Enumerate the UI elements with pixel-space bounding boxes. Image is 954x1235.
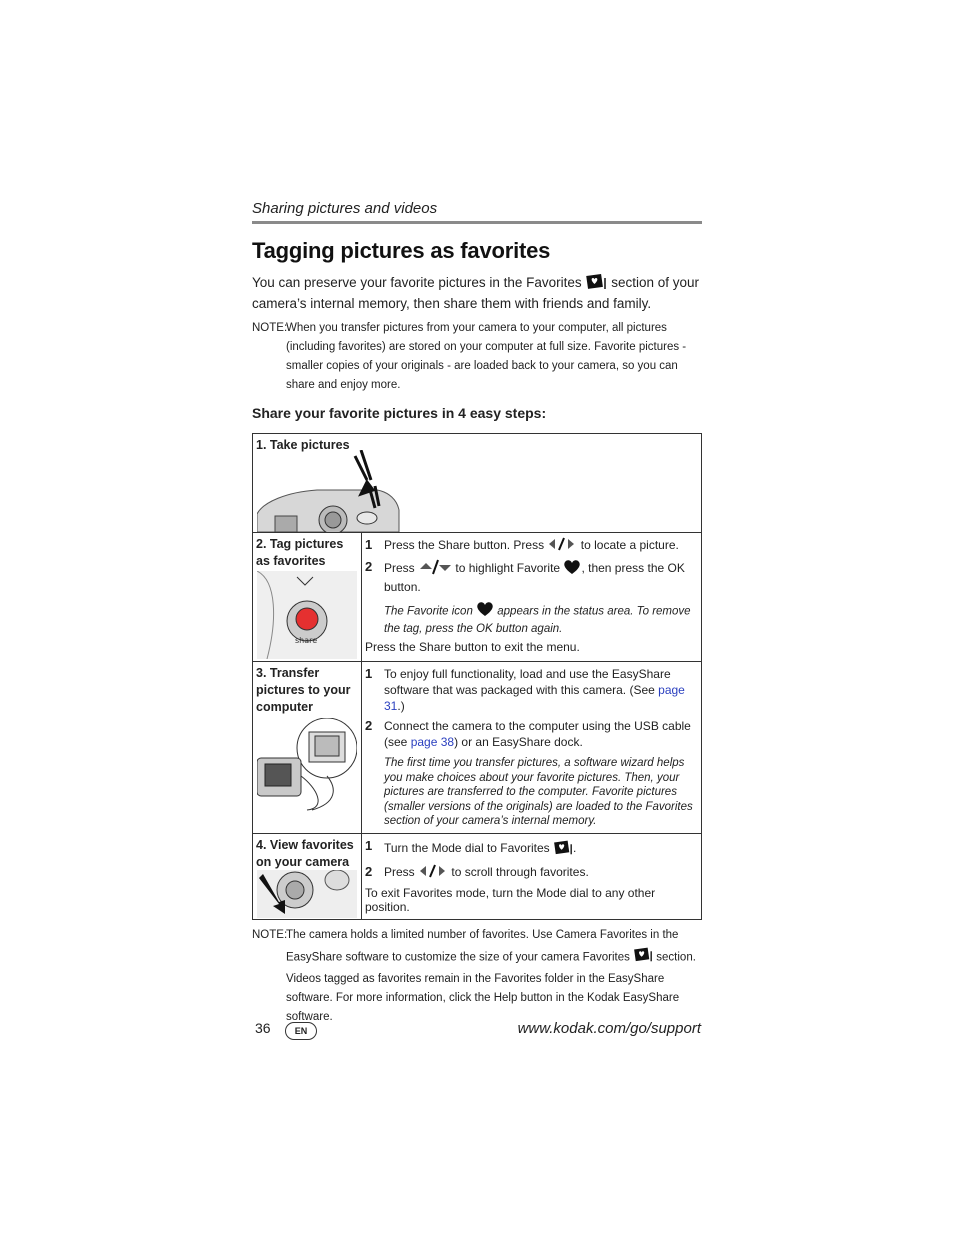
step-2-exit-text: Press the Share button to exit the menu. xyxy=(365,640,580,654)
page-38-link[interactable]: page 38 xyxy=(410,735,455,749)
support-url[interactable]: www.kodak.com/go/support xyxy=(517,1020,701,1037)
item-text: ) or an EasyShare dock. xyxy=(454,735,583,749)
item-text: To enjoy full functionality, load and use the EasyShare software that was packaged with this camera. (See xyxy=(384,667,671,697)
italic-text: appears in the status area. To remove the tag, press the OK button again. xyxy=(384,605,691,635)
item-text: to highlight Favorite xyxy=(455,561,561,576)
intro-text-start: You can preserve your favorite pictures in the Favorites xyxy=(252,275,582,291)
step-4-item-2 xyxy=(362,864,701,882)
camera-top-illustration xyxy=(257,450,407,532)
item-text: to locate a picture. xyxy=(580,538,679,553)
step-4-item-1 xyxy=(362,838,701,860)
item-text: Turn the Mode dial to Favorites xyxy=(384,840,550,855)
steps-heading: Share your favorite pictures in 4 easy steps: xyxy=(252,405,547,421)
note-favorites-limit xyxy=(252,926,702,1027)
intro-paragraph xyxy=(252,272,702,313)
step-title-1: 1. Take pictures xyxy=(256,438,350,452)
steps-table xyxy=(252,433,702,920)
step-row-1 xyxy=(253,434,702,533)
item-number: 2 xyxy=(365,718,373,733)
note-text: The camera holds a limited number of favorites. Use Camera Favorites in the EasyShare software to customize the size of your camera Favorites xyxy=(286,928,679,964)
note-text: When you transfer pictures from your camera to your computer, all pictures (including favorites) are stored on your computer at full size. Favorite pictures - smaller copies of your originals - are loaded back to your camera, so you can share and enjoy more. xyxy=(286,322,687,391)
heart-icon xyxy=(476,601,494,622)
item-number: 1 xyxy=(365,837,373,853)
step-4-exit-text: To exit Favorites mode, turn the Mode dial to any other position. xyxy=(365,885,656,914)
favorites-icon xyxy=(633,945,653,970)
step-2-item-1 xyxy=(362,537,701,555)
step-3-item-2 xyxy=(362,718,701,750)
section-header: Sharing pictures and videos xyxy=(252,200,702,224)
item-text: . xyxy=(572,840,577,855)
item-text: to scroll through favorites. xyxy=(451,864,589,879)
step-row-2 xyxy=(253,533,702,662)
item-number: 2 xyxy=(365,559,373,574)
italic-text: The Favorite icon xyxy=(384,605,473,618)
page-content xyxy=(252,200,702,1027)
mode-dial-illustration xyxy=(257,870,357,918)
page-number: 36 xyxy=(255,1020,271,1036)
step-2-italic-note xyxy=(384,601,701,636)
favorites-icon xyxy=(585,272,607,295)
up-down-arrows-icon xyxy=(418,559,452,579)
note-label: NOTE: xyxy=(252,322,288,334)
step-title-3: 3. Transfer pictures to your computer xyxy=(256,666,351,714)
step-row-4 xyxy=(253,833,702,919)
item-text: , then press the OK button. xyxy=(384,561,685,594)
item-text: Connect the camera to the computer using the USB cable (see xyxy=(384,719,691,749)
item-text: Press the Share button. Press xyxy=(384,538,545,553)
step-row-3 xyxy=(253,662,702,834)
left-right-arrows-icon xyxy=(418,864,448,882)
heart-icon xyxy=(563,559,581,579)
item-text: .) xyxy=(397,699,405,713)
step-2-item-2 xyxy=(362,559,701,595)
item-number: 1 xyxy=(365,537,373,552)
language-badge: EN xyxy=(285,1022,317,1040)
note-transfer xyxy=(252,319,702,395)
step-title-2: 2. Tag pictures as favorites xyxy=(256,537,344,568)
step-3-italic-note: The first time you transfer pictures, a software wizard helps you make choices about your favorite pictures. Then, your pictures are transferred to the computer. Favorite pictures (smaller versions of the originals) are loaded to the Favorites section of your camera’s internal memory. xyxy=(384,757,693,827)
share-button-illustration xyxy=(257,571,357,659)
item-text: Press xyxy=(384,864,415,879)
favorites-icon xyxy=(553,838,573,860)
left-right-arrows-icon xyxy=(547,537,577,555)
page-title: Tagging pictures as favorites xyxy=(252,238,551,263)
camera-computer-illustration xyxy=(257,718,357,818)
item-number: 1 xyxy=(365,666,373,681)
share-button-label: share xyxy=(295,636,318,645)
intro-text-end: section of your camera’s internal memory, then share them with friends and family. xyxy=(252,275,699,311)
item-text: Press xyxy=(384,561,415,576)
note-label: NOTE: xyxy=(252,928,288,941)
step-title-4: 4. View favorites on your camera xyxy=(256,837,354,869)
step-3-item-1 xyxy=(362,666,701,714)
item-number: 2 xyxy=(365,863,373,879)
note-text: section. Videos tagged as favorites remain in the Favorites folder in the EasyShare software. For more information, click the Help button in the Kodak EasyShare software. xyxy=(286,951,696,1023)
page-31-link[interactable]: page 31 xyxy=(384,683,685,713)
